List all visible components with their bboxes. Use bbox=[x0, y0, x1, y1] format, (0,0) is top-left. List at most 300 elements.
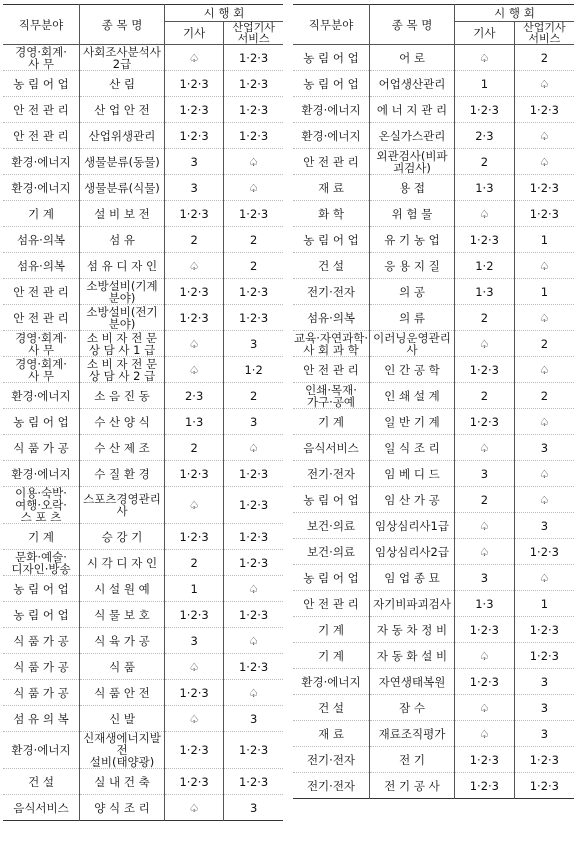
table-row bbox=[3, 576, 283, 602]
field-cell: 보건·의료 bbox=[293, 513, 370, 539]
table-body-left bbox=[3, 45, 283, 821]
item-name-cell: 생물분류(식물) bbox=[80, 175, 165, 201]
industrial-cell: 1·2·3 bbox=[224, 279, 283, 305]
industrial-cell: 1·2·3 bbox=[514, 539, 574, 565]
industrial-cell: 3 bbox=[249, 800, 258, 815]
table-row bbox=[3, 45, 283, 71]
field-cell: 기 계 bbox=[3, 201, 80, 227]
header-industrial: 산업기사 서비스 bbox=[514, 22, 574, 45]
industrial-cell: 1·2·3 bbox=[224, 487, 283, 524]
gisa-cell: ♤ bbox=[165, 357, 224, 383]
item-name-cell: 식 품 bbox=[80, 654, 165, 680]
table-row bbox=[3, 123, 283, 149]
table-row bbox=[293, 123, 574, 149]
field-cell: 환경·에너지 bbox=[293, 123, 370, 149]
gisa-cell: 1·2·3 bbox=[455, 227, 515, 253]
item-name-cell: 임 업 종 묘 bbox=[370, 565, 455, 591]
schedule-table-left bbox=[3, 4, 283, 821]
gisa-cell: ♤ bbox=[455, 201, 515, 227]
table-row bbox=[3, 71, 283, 97]
industrial-cell: 2 bbox=[514, 383, 574, 409]
industrial-cell: 1 bbox=[514, 227, 574, 253]
gisa-cell: 1 bbox=[165, 576, 224, 602]
gisa-cell: 3 bbox=[165, 175, 224, 201]
field-cell: 재 료 bbox=[293, 175, 370, 201]
field-cell: 경영·회계· 사 무 bbox=[3, 45, 80, 71]
table-row bbox=[3, 201, 283, 227]
table-row bbox=[293, 383, 574, 409]
field-cell: 건 설 bbox=[3, 769, 80, 795]
item-name-cell: 임 산 가 공 bbox=[370, 487, 455, 513]
item-name-cell: 양 식 조 리 bbox=[80, 795, 165, 821]
gisa-cell: 2 bbox=[165, 435, 224, 461]
item-name-cell: 어업생산관리 bbox=[370, 71, 455, 97]
field-cell: 식 품 가 공 bbox=[3, 680, 80, 706]
gisa-cell: ♤ bbox=[455, 45, 515, 71]
industrial-cell: 3 bbox=[514, 721, 574, 747]
item-name-cell: 신 발 bbox=[80, 706, 165, 732]
industrial-cell: 1·2·3 bbox=[224, 71, 283, 97]
field-cell: 전기·전자 bbox=[293, 461, 370, 487]
field-cell: 농 림 어 업 bbox=[293, 227, 370, 253]
industrial-cell: 1·2 bbox=[224, 357, 283, 383]
item-name-cell: 시 설 원 예 bbox=[80, 576, 165, 602]
field-cell: 환경·에너지 bbox=[293, 669, 370, 695]
gisa-cell: 2 bbox=[455, 383, 515, 409]
header-industrial: 산업기사 서비스 bbox=[224, 22, 283, 45]
table-row bbox=[293, 305, 574, 331]
gisa-cell: 1·2·3 bbox=[165, 680, 224, 706]
field-cell: 농 림 어 업 bbox=[3, 409, 80, 435]
field-cell: 화 학 bbox=[293, 201, 370, 227]
industrial-cell: 3 bbox=[514, 513, 574, 539]
industrial-cell: 3 bbox=[514, 695, 574, 721]
field-cell: 환경·에너지 bbox=[3, 175, 80, 201]
item-name-cell: 의 공 bbox=[370, 279, 455, 305]
item-name-cell: 식 육 가 공 bbox=[80, 628, 165, 654]
industrial-cell: 1·2·3 bbox=[514, 175, 574, 201]
table-row bbox=[293, 591, 574, 617]
item-name-cell: 산 업 안 전 bbox=[80, 97, 165, 123]
item-name-cell: 스포츠경영관리사 bbox=[80, 487, 165, 524]
gisa-cell: ♤ bbox=[455, 721, 515, 747]
industrial-cell: 3 bbox=[224, 706, 283, 732]
table-row bbox=[3, 487, 283, 524]
industrial-cell: 1·2·3 bbox=[224, 97, 283, 123]
field-cell: 섬 유 의 복 bbox=[3, 706, 80, 732]
item-name-cell: 설 비 보 전 bbox=[80, 201, 165, 227]
field-cell: 문화·예술· 디자인·방송 bbox=[3, 550, 80, 576]
industrial-cell: 1·2·3 bbox=[514, 747, 574, 773]
industrial-cell: 1 bbox=[514, 279, 574, 305]
industrial-cell: 1·2·3 bbox=[224, 45, 283, 71]
item-name-cell: 식 품 안 전 bbox=[80, 680, 165, 706]
field-cell: 음식서비스 bbox=[3, 795, 80, 821]
gisa-cell: 2 bbox=[455, 149, 515, 175]
field-cell: 건 설 bbox=[293, 695, 370, 721]
gisa-cell: 1·2·3 bbox=[165, 602, 224, 628]
table-row bbox=[293, 513, 574, 539]
table-row bbox=[3, 524, 283, 550]
gisa-cell: 1·2·3 bbox=[165, 524, 224, 550]
industrial-cell: ♤ bbox=[514, 357, 574, 383]
industrial-cell: 1·2·3 bbox=[514, 97, 574, 123]
item-name-cell: 소 비 자 전 문 상 담 사 1 급 bbox=[80, 331, 165, 357]
table-row bbox=[293, 487, 574, 513]
gisa-cell: 1·2·3 bbox=[165, 769, 224, 795]
field-cell: 기 계 bbox=[293, 643, 370, 669]
item-name-cell: 위 험 물 bbox=[370, 201, 455, 227]
gisa-cell: 1 bbox=[455, 71, 515, 97]
table-row bbox=[293, 175, 574, 201]
table-row bbox=[293, 747, 574, 773]
gisa-cell: 1·3 bbox=[455, 591, 515, 617]
industrial-cell: 1·2·3 bbox=[224, 602, 283, 628]
gisa-cell: ♤ bbox=[455, 331, 515, 357]
table-row bbox=[293, 461, 574, 487]
gisa-cell: 1·3 bbox=[165, 409, 224, 435]
field-cell: 섬유·의복 bbox=[3, 227, 80, 253]
table-row bbox=[293, 669, 574, 695]
industrial-cell: 3 bbox=[224, 409, 283, 435]
gisa-cell: ♤ bbox=[165, 253, 224, 279]
industrial-cell: 1·2·3 bbox=[224, 123, 283, 149]
table-row bbox=[293, 643, 574, 669]
header-field: 직무분야 bbox=[3, 5, 80, 45]
gisa-cell: 1·2·3 bbox=[165, 123, 224, 149]
gisa-cell: 2 bbox=[165, 227, 224, 253]
field-cell: 식 품 가 공 bbox=[3, 628, 80, 654]
field-cell: 환경·에너지 bbox=[3, 149, 80, 175]
item-name-cell: 수 질 환 경 bbox=[80, 461, 165, 487]
item-name-cell: 일 식 조 리 bbox=[370, 435, 455, 461]
gisa-cell: ♤ bbox=[455, 643, 515, 669]
field-cell: 기 계 bbox=[293, 617, 370, 643]
field-cell: 안 전 관 리 bbox=[3, 305, 80, 331]
field-cell: 농 림 어 업 bbox=[293, 565, 370, 591]
item-name-cell: 외관검사(비파괴검사) bbox=[370, 149, 455, 175]
gisa-cell: ♤ bbox=[165, 487, 224, 524]
gisa-cell: 3 bbox=[455, 461, 515, 487]
industrial-cell: 2 bbox=[514, 45, 574, 71]
field-cell: 안 전 관 리 bbox=[3, 97, 80, 123]
industrial-cell: 1·2·3 bbox=[224, 654, 283, 680]
item-name-cell: 섬 유 bbox=[80, 227, 165, 253]
table-row bbox=[3, 175, 283, 201]
field-cell: 기 계 bbox=[3, 524, 80, 550]
gisa-cell: 2·3 bbox=[455, 123, 515, 149]
table-row bbox=[3, 795, 283, 821]
industrial-cell: ♤ bbox=[514, 149, 574, 175]
gisa-cell: ♤ bbox=[455, 695, 515, 721]
gisa-cell: 1·2·3 bbox=[455, 617, 515, 643]
table-row bbox=[3, 706, 283, 732]
header-gisa: 기사 bbox=[165, 22, 224, 45]
table-row bbox=[293, 331, 574, 357]
field-cell: 음식서비스 bbox=[293, 435, 370, 461]
industrial-cell: ♤ bbox=[514, 487, 574, 513]
table-row bbox=[293, 97, 574, 123]
header-exam: 시 행 회 bbox=[455, 5, 575, 22]
table-row bbox=[293, 201, 574, 227]
industrial-cell: ♤ bbox=[224, 576, 283, 602]
industrial-cell: 1·2·3 bbox=[514, 617, 574, 643]
field-cell: 경영·회계· 사 무 bbox=[3, 357, 80, 383]
item-name-cell: 시 각 디 자 인 bbox=[80, 550, 165, 576]
field-cell: 전기·전자 bbox=[293, 747, 370, 773]
item-name-cell: 임 베 디 드 bbox=[370, 461, 455, 487]
gisa-cell: 1·2·3 bbox=[165, 71, 224, 97]
item-name-cell: 일 반 기 계 bbox=[370, 409, 455, 435]
field-cell: 재 료 bbox=[293, 721, 370, 747]
item-name-cell: 재료조직평가 bbox=[370, 721, 455, 747]
table-row bbox=[3, 331, 283, 357]
gisa-cell: 1·2·3 bbox=[455, 97, 515, 123]
item-name-cell: 신재생에너지발전 설비(태양광) bbox=[80, 732, 165, 769]
table-row bbox=[3, 305, 283, 331]
gisa-cell: 1·2·3 bbox=[165, 201, 224, 227]
item-name-cell: 의 류 bbox=[370, 305, 455, 331]
industrial-cell: 3 bbox=[514, 435, 574, 461]
table-row bbox=[3, 383, 283, 409]
industrial-cell: 2 bbox=[514, 331, 574, 357]
field-cell: 안 전 관 리 bbox=[293, 149, 370, 175]
industrial-cell: ♤ bbox=[514, 253, 574, 279]
table-row bbox=[293, 71, 574, 97]
field-cell: 농 림 어 업 bbox=[293, 45, 370, 71]
industrial-cell: 2 bbox=[224, 383, 283, 409]
item-name-cell: 잠 수 bbox=[370, 695, 455, 721]
field-cell: 환경·에너지 bbox=[293, 97, 370, 123]
table-row bbox=[3, 461, 283, 487]
gisa-cell: ♤ bbox=[165, 654, 224, 680]
industrial-cell: 2 bbox=[224, 253, 283, 279]
field-cell: 안 전 관 리 bbox=[3, 279, 80, 305]
gisa-cell: 1·2·3 bbox=[455, 747, 515, 773]
gisa-cell: ♤ bbox=[455, 539, 515, 565]
field-cell: 농 림 어 업 bbox=[293, 71, 370, 97]
item-name-cell: 섬 유 디 자 인 bbox=[80, 253, 165, 279]
industrial-cell: 1·2·3 bbox=[224, 769, 283, 795]
gisa-cell: ♤ bbox=[455, 435, 515, 461]
gisa-cell: 1·3 bbox=[455, 175, 515, 201]
industrial-cell: ♤ bbox=[224, 149, 283, 175]
field-cell: 환경·에너지 bbox=[3, 461, 80, 487]
gisa-cell: 2 bbox=[455, 305, 515, 331]
gisa-cell: 1·3 bbox=[455, 279, 515, 305]
field-cell: 식 품 가 공 bbox=[3, 435, 80, 461]
industrial-cell: ♤ bbox=[514, 305, 574, 331]
table-row bbox=[293, 435, 574, 461]
table-row bbox=[293, 617, 574, 643]
item-name-cell: 소방설비(기계분야) bbox=[80, 279, 165, 305]
item-name-cell: 산업위생관리 bbox=[80, 123, 165, 149]
item-name-cell: 수 산 제 조 bbox=[80, 435, 165, 461]
gisa-cell: 1·2·3 bbox=[165, 279, 224, 305]
industrial-cell: 3 bbox=[224, 331, 283, 357]
item-name-cell: 응 용 지 질 bbox=[370, 253, 455, 279]
table-row bbox=[3, 149, 283, 175]
table-row bbox=[3, 97, 283, 123]
table-row bbox=[3, 357, 283, 383]
field-cell: 인쇄·목재· 가구·공예 bbox=[293, 383, 370, 409]
header-item: 종 목 명 bbox=[80, 5, 165, 45]
item-name-cell: 용 접 bbox=[370, 175, 455, 201]
gisa-cell: ♤ bbox=[165, 795, 224, 821]
industrial-cell: 1·2·3 bbox=[224, 732, 283, 769]
field-cell: 건 설 bbox=[293, 253, 370, 279]
field-cell: 전기·전자 bbox=[293, 773, 370, 799]
gisa-cell: 2·3 bbox=[165, 383, 224, 409]
field-cell: 농 림 어 업 bbox=[3, 71, 80, 97]
industrial-cell: 3 bbox=[514, 669, 574, 695]
table-row bbox=[3, 732, 283, 769]
field-cell: 섬유·의복 bbox=[3, 253, 80, 279]
industrial-cell: ♤ bbox=[514, 565, 574, 591]
item-name-cell: 임상심리사2급 bbox=[370, 539, 455, 565]
table-row bbox=[3, 253, 283, 279]
industrial-cell: 1·2·3 bbox=[224, 461, 283, 487]
table-body-right bbox=[293, 45, 574, 799]
gisa-cell: 1·2·3 bbox=[455, 357, 515, 383]
industrial-cell: ♤ bbox=[224, 628, 283, 654]
table-row bbox=[3, 279, 283, 305]
field-cell: 식 품 가 공 bbox=[3, 654, 80, 680]
industrial-cell: ♤ bbox=[514, 409, 574, 435]
field-cell: 보건·의료 bbox=[293, 539, 370, 565]
gisa-cell: 1·2·3 bbox=[165, 732, 224, 769]
table-row bbox=[293, 409, 574, 435]
field-cell: 섬유·의복 bbox=[293, 305, 370, 331]
industrial-cell: ♤ bbox=[514, 461, 574, 487]
gisa-cell: 1·2·3 bbox=[455, 669, 515, 695]
field-cell: 농 림 어 업 bbox=[3, 602, 80, 628]
table-row bbox=[293, 227, 574, 253]
field-cell: 환경·에너지 bbox=[3, 732, 80, 769]
field-cell: 이용·숙박· 여행·오락· 스 포 츠 bbox=[3, 487, 80, 524]
industrial-cell: 1·2·3 bbox=[514, 201, 574, 227]
item-name-cell: 사회조사분석사2급 bbox=[80, 45, 165, 71]
gisa-cell: ♤ bbox=[455, 513, 515, 539]
table-row bbox=[293, 695, 574, 721]
field-cell: 안 전 관 리 bbox=[293, 591, 370, 617]
gisa-cell: 3 bbox=[165, 628, 224, 654]
item-name-cell: 산 림 bbox=[80, 71, 165, 97]
gisa-cell: ♤ bbox=[165, 45, 224, 71]
item-name-cell: 에 너 지 관 리 bbox=[370, 97, 455, 123]
industrial-cell: 1·2·3 bbox=[514, 643, 574, 669]
table-row bbox=[3, 435, 283, 461]
table-row bbox=[3, 227, 283, 253]
industrial-cell: 1·2·3 bbox=[224, 201, 283, 227]
item-name-cell: 이러닝운영관리사 bbox=[370, 331, 455, 357]
table-row bbox=[293, 149, 574, 175]
item-name-cell: 자연생태복원 bbox=[370, 669, 455, 695]
field-cell: 기 계 bbox=[293, 409, 370, 435]
gisa-cell: ♤ bbox=[165, 706, 224, 732]
table-row bbox=[293, 565, 574, 591]
field-cell: 농 림 어 업 bbox=[293, 487, 370, 513]
gisa-cell: 1·2·3 bbox=[165, 97, 224, 123]
gisa-cell: 1·2·3 bbox=[165, 461, 224, 487]
item-name-cell: 어 로 bbox=[370, 45, 455, 71]
table-row bbox=[293, 45, 574, 71]
schedule-table-right bbox=[293, 4, 574, 799]
industrial-cell: 1·2·3 bbox=[224, 305, 283, 331]
gisa-cell: ♤ bbox=[165, 331, 224, 357]
table-row bbox=[3, 550, 283, 576]
industrial-cell: 1·2·3 bbox=[224, 550, 283, 576]
item-name-cell: 실 내 건 축 bbox=[80, 769, 165, 795]
industrial-cell: ♤ bbox=[224, 435, 283, 461]
header-gisa: 기사 bbox=[455, 22, 515, 45]
table-row bbox=[293, 721, 574, 747]
gisa-cell: 1·2·3 bbox=[455, 409, 515, 435]
item-name-cell: 소 음 진 동 bbox=[80, 383, 165, 409]
table-row bbox=[293, 253, 574, 279]
gisa-cell: 2 bbox=[165, 550, 224, 576]
table-row bbox=[3, 602, 283, 628]
item-name-cell: 소 비 자 전 문 상 담 사 2 급 bbox=[80, 357, 165, 383]
table-row bbox=[293, 773, 574, 799]
header-field: 직무분야 bbox=[293, 5, 370, 45]
gisa-cell: 1·2 bbox=[455, 253, 515, 279]
item-name-cell: 승 강 기 bbox=[80, 524, 165, 550]
table-row bbox=[3, 409, 283, 435]
item-name-cell: 유 기 농 업 bbox=[370, 227, 455, 253]
item-name-cell: 인 쇄 설 계 bbox=[370, 383, 455, 409]
item-name-cell: 전 기 bbox=[370, 747, 455, 773]
table-row bbox=[293, 539, 574, 565]
header-exam: 시 행 회 bbox=[165, 5, 284, 22]
industrial-cell: 2 bbox=[224, 227, 283, 253]
gisa-cell: 3 bbox=[165, 149, 224, 175]
field-cell: 환경·에너지 bbox=[3, 383, 80, 409]
gisa-cell: 1·2·3 bbox=[165, 305, 224, 331]
item-name-cell: 자 동 화 설 비 bbox=[370, 643, 455, 669]
item-name-cell: 생물분류(동물) bbox=[80, 149, 165, 175]
table-row bbox=[3, 769, 283, 795]
header-item: 종 목 명 bbox=[370, 5, 455, 45]
industrial-cell: ♤ bbox=[514, 71, 574, 97]
item-name-cell: 식 물 보 호 bbox=[80, 602, 165, 628]
item-name-cell: 소방설비(전기분야) bbox=[80, 305, 165, 331]
industrial-cell: 1·2·3 bbox=[529, 778, 559, 793]
field-cell: 안 전 관 리 bbox=[3, 123, 80, 149]
item-name-cell: 자기비파괴검사 bbox=[370, 591, 455, 617]
item-name-cell: 자 동 차 정 비 bbox=[370, 617, 455, 643]
industrial-cell: ♤ bbox=[514, 123, 574, 149]
field-cell: 농 림 어 업 bbox=[3, 576, 80, 602]
table-row bbox=[3, 654, 283, 680]
industrial-cell: 1·2·3 bbox=[224, 524, 283, 550]
item-name-cell: 임상심리사1급 bbox=[370, 513, 455, 539]
gisa-cell: 1·2·3 bbox=[455, 773, 515, 799]
industrial-cell: ♤ bbox=[224, 175, 283, 201]
industrial-cell: ♤ bbox=[224, 680, 283, 706]
gisa-cell: 3 bbox=[455, 565, 515, 591]
field-cell: 경영·회계· 사 무 bbox=[3, 331, 80, 357]
field-cell: 전기·전자 bbox=[293, 279, 370, 305]
item-name-cell: 온실가스관리 bbox=[370, 123, 455, 149]
table-row bbox=[293, 357, 574, 383]
gisa-cell: 2 bbox=[455, 487, 515, 513]
table-row bbox=[293, 279, 574, 305]
item-name-cell: 수 산 양 식 bbox=[80, 409, 165, 435]
table-row bbox=[3, 628, 283, 654]
industrial-cell: 1 bbox=[514, 591, 574, 617]
table-row bbox=[3, 680, 283, 706]
